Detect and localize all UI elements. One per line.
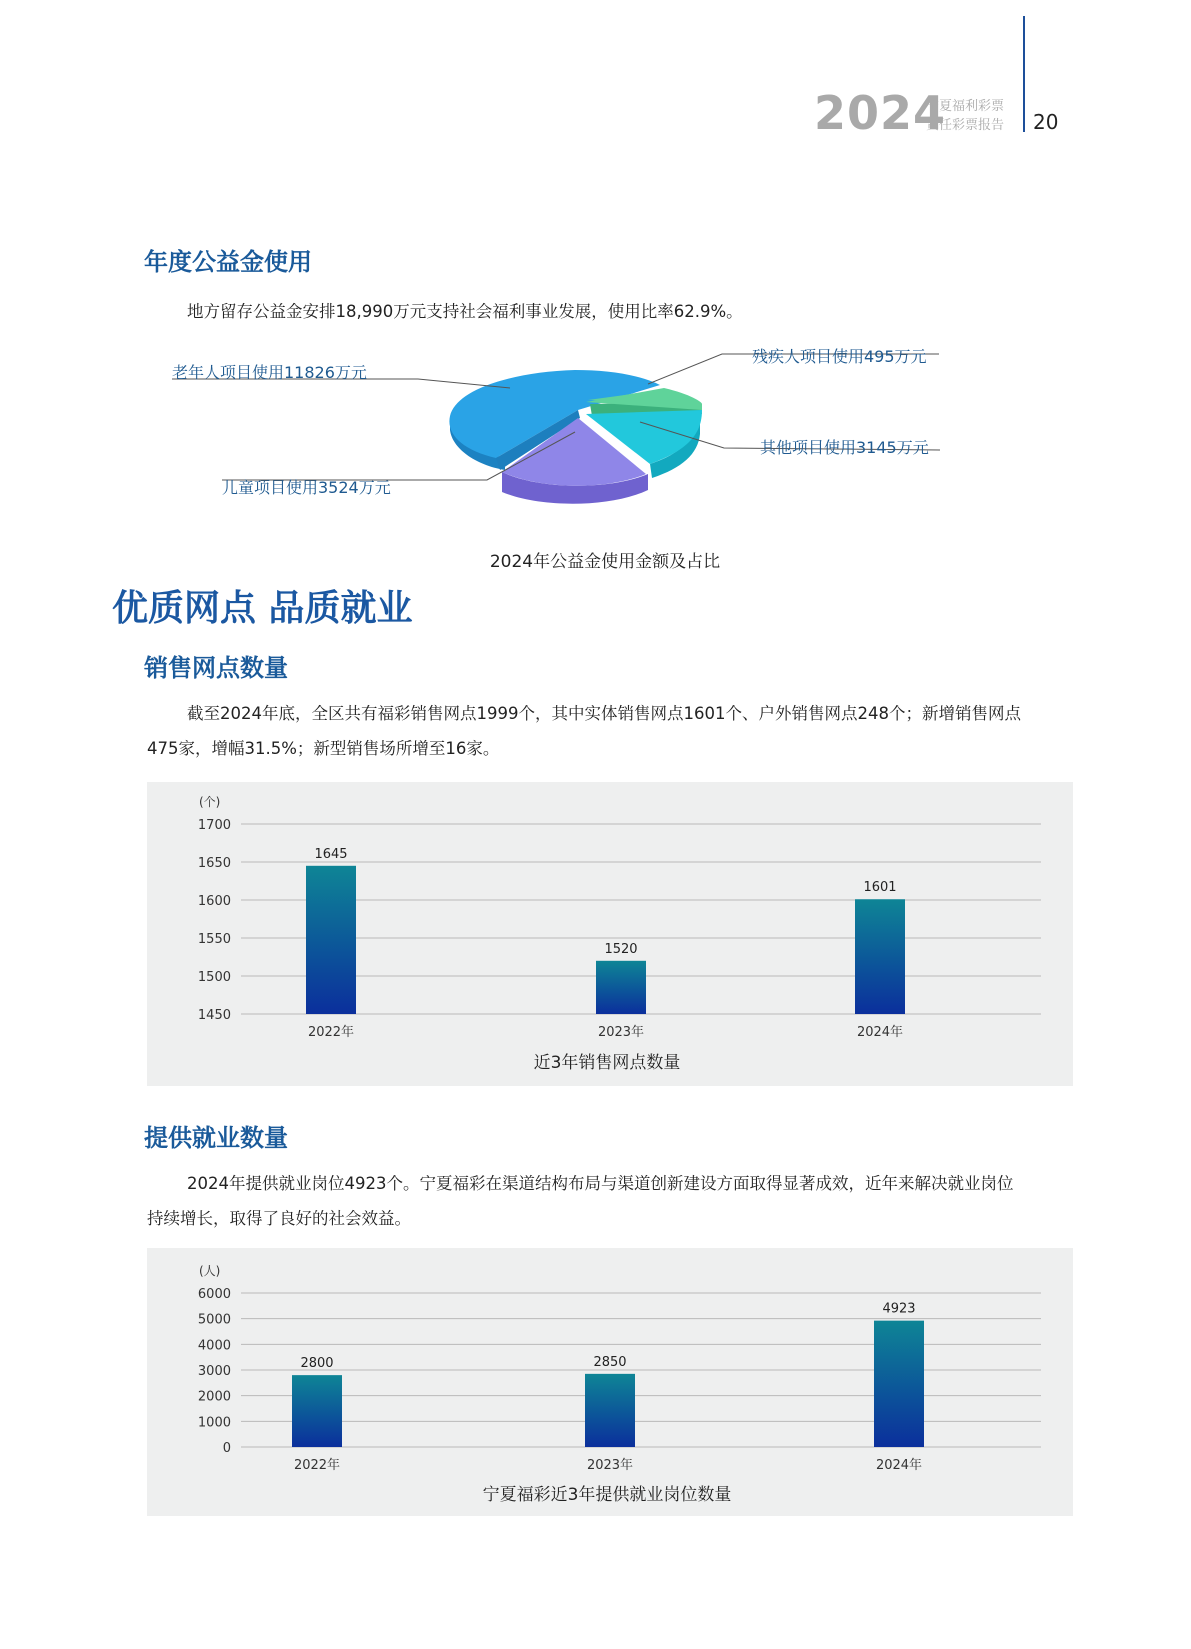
jobs-chart-panel <box>147 1248 1073 1516</box>
bar-2022年 <box>292 1375 342 1447</box>
x-category-label: 2022年 <box>293 1458 341 1473</box>
y-tick-label: 1450 <box>197 1008 231 1023</box>
x-category-label: 2022年 <box>307 1025 355 1040</box>
x-category-label: 2023年 <box>586 1458 634 1473</box>
bar-2023年 <box>596 961 646 1014</box>
y-tick-label: 1550 <box>197 932 231 947</box>
y-tick-label: 4000 <box>197 1338 231 1354</box>
pie-label-disabled: 残疾人项目使用495万元 <box>752 347 927 366</box>
y-axis-unit-label: (个) <box>199 795 221 809</box>
data-label: 1520 <box>604 941 638 957</box>
chart-title: 近3年销售网点数量 <box>533 1053 681 1073</box>
y-tick-label: 6000 <box>197 1287 231 1302</box>
jobs-bar-chart <box>147 1248 1073 1516</box>
data-label: 2800 <box>300 1356 334 1372</box>
jobs-heading: 提供就业数量 <box>144 1124 288 1152</box>
y-tick-label: 1500 <box>197 970 231 985</box>
fund-usage-heading: 年度公益金使用 <box>144 248 312 276</box>
y-tick-label: 1650 <box>197 856 231 871</box>
fund-usage-paragraph: 地方留存公益金安排18,990万元支持社会福利事业发展，使用比率62.9%。 <box>187 302 743 321</box>
y-tick-label: 0 <box>222 1441 231 1456</box>
x-category-label: 2024年 <box>875 1458 923 1473</box>
jobs-paragraph-line2: 持续增长，取得了良好的社会效益。 <box>147 1209 411 1228</box>
data-label: 4923 <box>882 1301 916 1317</box>
chart-title: 宁夏福彩近3年提供就业岗位数量 <box>482 1485 732 1505</box>
y-axis-unit-label: (人) <box>199 1264 221 1278</box>
data-label: 1645 <box>314 846 348 862</box>
y-tick-label: 3000 <box>197 1364 231 1379</box>
outlets-bar-chart <box>147 782 1073 1086</box>
bar-2024年 <box>874 1321 924 1447</box>
outlets-paragraph-line1: 截至2024年底，全区共有福彩销售网点1999个，其中实体销售网点1601个、户外销售网点248个；新增销售网点 <box>187 704 1021 723</box>
bar-2022年 <box>306 866 356 1014</box>
x-category-label: 2024年 <box>856 1025 904 1040</box>
bar-2023年 <box>585 1374 635 1447</box>
outlets-heading: 销售网点数量 <box>144 654 288 682</box>
page-number: 20 <box>1033 110 1059 134</box>
data-label: 1601 <box>863 880 897 896</box>
section-title: 优质网点 品质就业 <box>112 588 413 629</box>
pie-label-children: 儿童项目使用3524万元 <box>222 478 391 497</box>
x-category-label: 2023年 <box>597 1025 645 1040</box>
jobs-paragraph-line1: 2024年提供就业岗位4923个。宁夏福彩在渠道结构布局与渠道创新建设方面取得显著成效，近年来解决就业岗位 <box>187 1174 1014 1193</box>
pie-caption: 2024年公益金使用金额及占比 <box>489 552 721 572</box>
y-tick-label: 1000 <box>197 1415 231 1431</box>
outlets-chart-panel <box>147 782 1073 1086</box>
header-divider <box>1023 16 1025 132</box>
outlets-paragraph-line2: 475家，增幅31.5%；新型销售场所增至16家。 <box>147 739 500 758</box>
data-label: 2850 <box>593 1354 627 1370</box>
y-tick-label: 1700 <box>197 818 231 833</box>
pie-label-elderly: 老年人项目使用11826万元 <box>172 363 367 382</box>
y-tick-label: 5000 <box>197 1312 231 1328</box>
report-year: 2024 <box>814 86 947 140</box>
y-tick-label: 2000 <box>197 1389 231 1405</box>
report-title-line1: 宁夏福利彩票 <box>926 99 1005 114</box>
bar-2024年 <box>855 899 905 1014</box>
y-tick-label: 1600 <box>197 894 231 909</box>
pie-label-other: 其他项目使用3145万元 <box>760 438 929 457</box>
report-title-line2: 责任彩票报告 <box>926 118 1005 133</box>
